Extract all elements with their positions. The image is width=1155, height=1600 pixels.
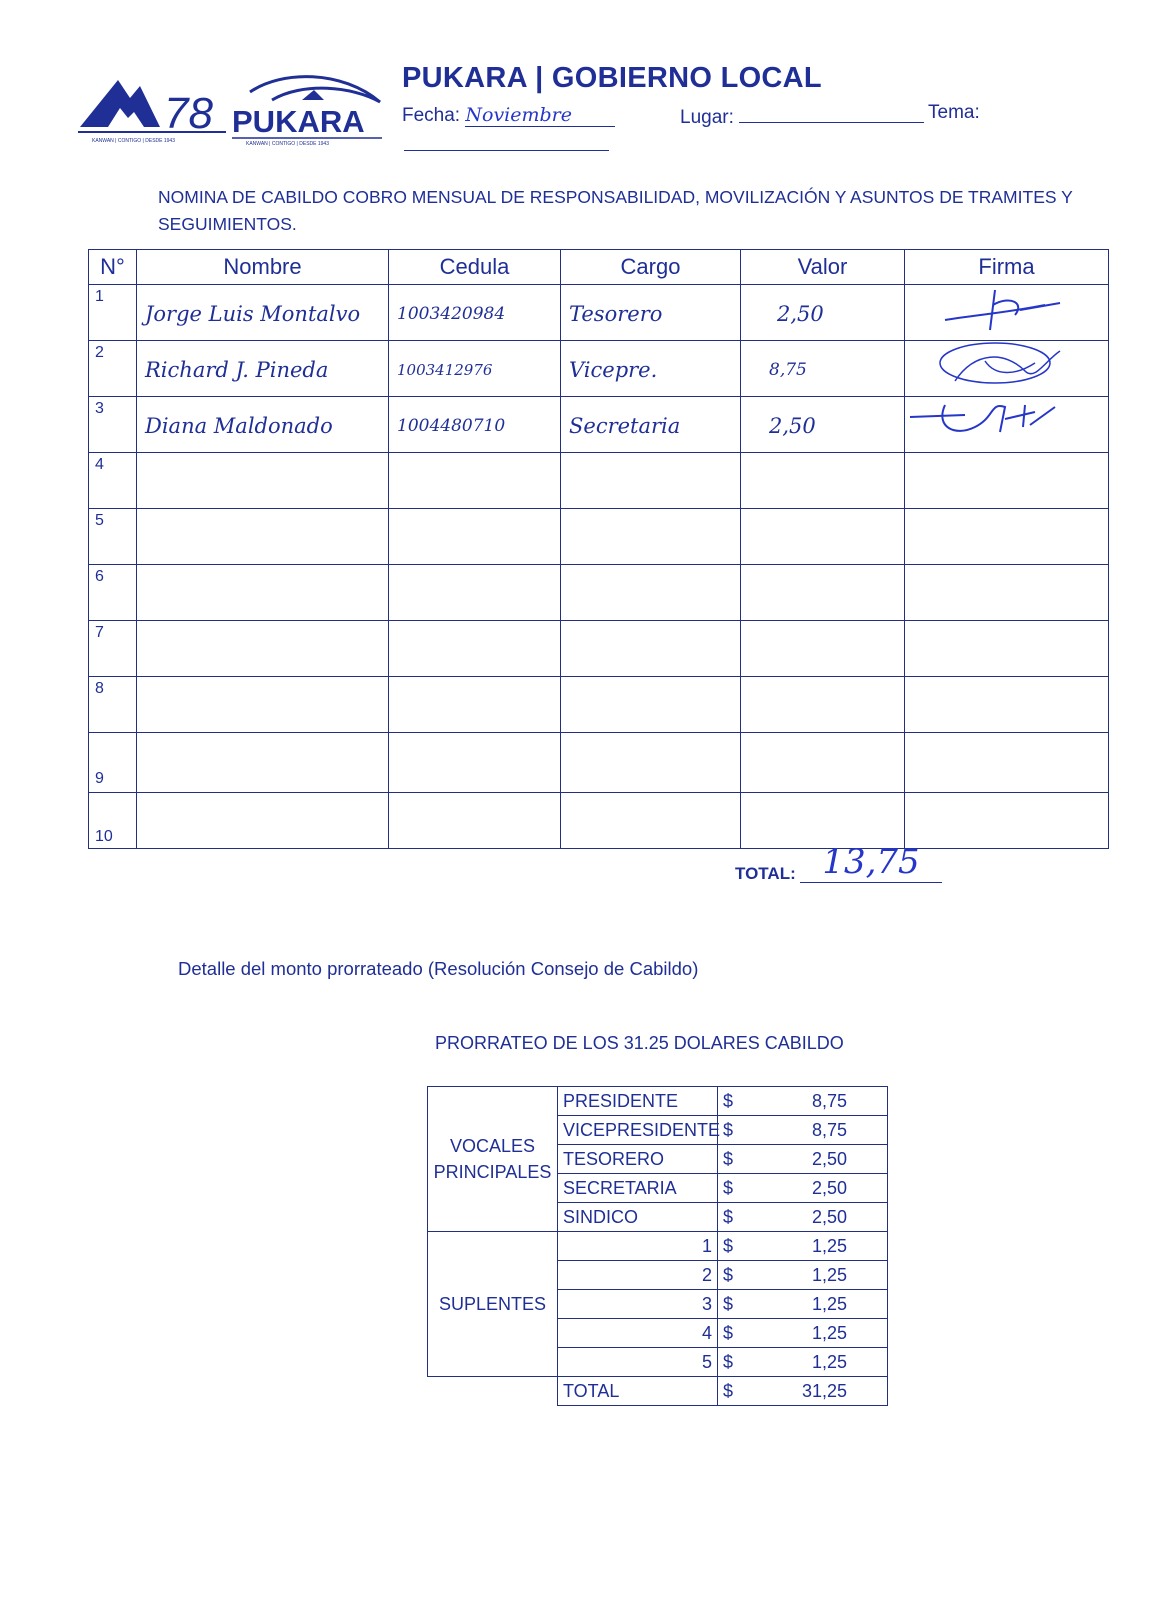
- total-label: TOTAL:: [735, 864, 796, 883]
- table-row: [89, 285, 1109, 341]
- fecha-value: Noviembre: [465, 104, 615, 127]
- suplente-number: 5: [558, 1348, 718, 1377]
- cargo-cell: TESORERO: [558, 1145, 718, 1174]
- cell-cargo: Secretaria: [561, 397, 741, 453]
- table-row: [428, 1087, 888, 1116]
- cell-cedula: 1003412976: [389, 341, 561, 397]
- signature-2-icon: [925, 341, 1085, 391]
- cell-nombre: Richard J. Pineda: [137, 341, 389, 397]
- amount-cell: 2,50: [740, 1174, 888, 1203]
- cargo-cell: SINDICO: [558, 1203, 718, 1232]
- currency-cell: $: [718, 1290, 740, 1319]
- lugar-line: [739, 104, 924, 123]
- table-row-total: [428, 1377, 888, 1406]
- col-firma: Firma: [905, 250, 1109, 285]
- page-title: PUKARA | GOBIERNO LOCAL: [402, 62, 822, 94]
- cell-valor: 8,75: [741, 341, 905, 397]
- currency-cell: $: [718, 1232, 740, 1261]
- cell-cedula: 1003420984: [389, 285, 561, 341]
- row-number: 9: [89, 733, 137, 793]
- col-valor: Valor: [741, 250, 905, 285]
- table-row: [89, 453, 1109, 509]
- row-number: 1: [89, 285, 137, 341]
- cell-valor: 2,50: [741, 285, 905, 341]
- fecha-field: [402, 104, 615, 127]
- table-row: [89, 397, 1109, 453]
- total-amount-cell: 31,25: [740, 1377, 888, 1406]
- lugar-field: [680, 104, 924, 129]
- suplente-number: 2: [558, 1261, 718, 1290]
- col-cedula: Cedula: [389, 250, 561, 285]
- amount-cell: 1,25: [740, 1319, 888, 1348]
- cell-cargo: Vicepre.: [561, 341, 741, 397]
- nomina-header-row: [89, 250, 1109, 285]
- logo-78-text: 78: [164, 89, 213, 138]
- total-label-cell: TOTAL: [558, 1377, 718, 1406]
- prorrateo-title: PRORRATEO DE LOS 31.25 DOLARES CABILDO: [435, 1033, 844, 1053]
- pukara-logo-icon: [232, 72, 392, 148]
- currency-cell: $: [718, 1377, 740, 1406]
- row-number: 10: [89, 793, 137, 849]
- cell-nombre: Diana Maldonado: [137, 397, 389, 453]
- amount-cell: 1,25: [740, 1348, 888, 1377]
- currency-cell: $: [718, 1348, 740, 1377]
- currency-cell: $: [718, 1203, 740, 1232]
- cell-cargo: Tesorero: [561, 285, 741, 341]
- suplente-number: 4: [558, 1319, 718, 1348]
- cargo-cell: SECRETARIA: [558, 1174, 718, 1203]
- currency-cell: $: [718, 1261, 740, 1290]
- row-number: 6: [89, 565, 137, 621]
- amount-cell: 2,50: [740, 1145, 888, 1174]
- svg-text:KANWAN | CONTIGO | DESDE 1943: KANWAN | CONTIGO | DESDE 1943: [246, 141, 329, 147]
- row-number: 7: [89, 621, 137, 677]
- cell-firma: [905, 341, 1109, 397]
- table-row: [89, 509, 1109, 565]
- table-row: [89, 621, 1109, 677]
- row-number: 5: [89, 509, 137, 565]
- amount-cell: 2,50: [740, 1203, 888, 1232]
- amount-cell: 1,25: [740, 1261, 888, 1290]
- cell-firma: [905, 397, 1109, 453]
- amount-cell: 8,75: [740, 1087, 888, 1116]
- suplente-number: 3: [558, 1290, 718, 1319]
- cell-cedula: 1004480710: [389, 397, 561, 453]
- fecha-label: Fecha:: [402, 105, 461, 126]
- col-nombre: Nombre: [137, 250, 389, 285]
- currency-cell: $: [718, 1319, 740, 1348]
- tema-label: Tema:: [928, 102, 980, 123]
- cargo-cell: VICEPRESIDENTE: [558, 1116, 718, 1145]
- currency-cell: $: [718, 1116, 740, 1145]
- amount-cell: 1,25: [740, 1290, 888, 1319]
- nomina-table: [88, 249, 1109, 849]
- lugar-label: Lugar:: [680, 107, 734, 128]
- amount-cell: 8,75: [740, 1116, 888, 1145]
- suplentes-label: SUPLENTES: [428, 1232, 558, 1377]
- col-n: N°: [89, 250, 137, 285]
- cell-valor: 2,50: [741, 397, 905, 453]
- fecha-extra-line: [404, 150, 609, 151]
- table-row: [89, 341, 1109, 397]
- suplente-number: 1: [558, 1232, 718, 1261]
- logo-pukara: [232, 72, 392, 153]
- table-row: [89, 565, 1109, 621]
- currency-cell: $: [718, 1174, 740, 1203]
- cell-firma: [905, 285, 1109, 341]
- col-cargo: Cargo: [561, 250, 741, 285]
- detalle-text: Detalle del monto prorrateado (Resolución Consejo de Cabildo): [178, 958, 699, 979]
- signature-3-icon: [905, 397, 1085, 447]
- cell-nombre: Jorge Luis Montalvo: [137, 285, 389, 341]
- table-row: [428, 1232, 888, 1261]
- cargo-cell: PRESIDENTE: [558, 1087, 718, 1116]
- row-number: 8: [89, 677, 137, 733]
- row-number: 3: [89, 397, 137, 453]
- amount-cell: 1,25: [740, 1232, 888, 1261]
- svg-text:PUKARA: PUKARA: [232, 104, 365, 139]
- svg-text:KANWAN | CONTIGO | DESDE 1943: KANWAN | CONTIGO | DESDE 1943: [92, 138, 175, 144]
- intro-text: NOMINA DE CABILDO COBRO MENSUAL DE RESPONSABILIDAD, MOVILIZACIÓN Y ASUNTOS DE TRAMITES Y SEGUIMIENTOS.: [158, 187, 1073, 234]
- row-number: 4: [89, 453, 137, 509]
- vocales-label: VOCALES PRINCIPALES: [428, 1087, 558, 1232]
- signature-1-icon: [935, 285, 1075, 335]
- currency-cell: $: [718, 1145, 740, 1174]
- table-row: [89, 793, 1109, 849]
- table-row: [89, 677, 1109, 733]
- prorrateo-table: [427, 1086, 888, 1406]
- row-number: 2: [89, 341, 137, 397]
- currency-cell: $: [718, 1087, 740, 1116]
- total-value: 13,75: [800, 842, 942, 883]
- table-row: [89, 733, 1109, 793]
